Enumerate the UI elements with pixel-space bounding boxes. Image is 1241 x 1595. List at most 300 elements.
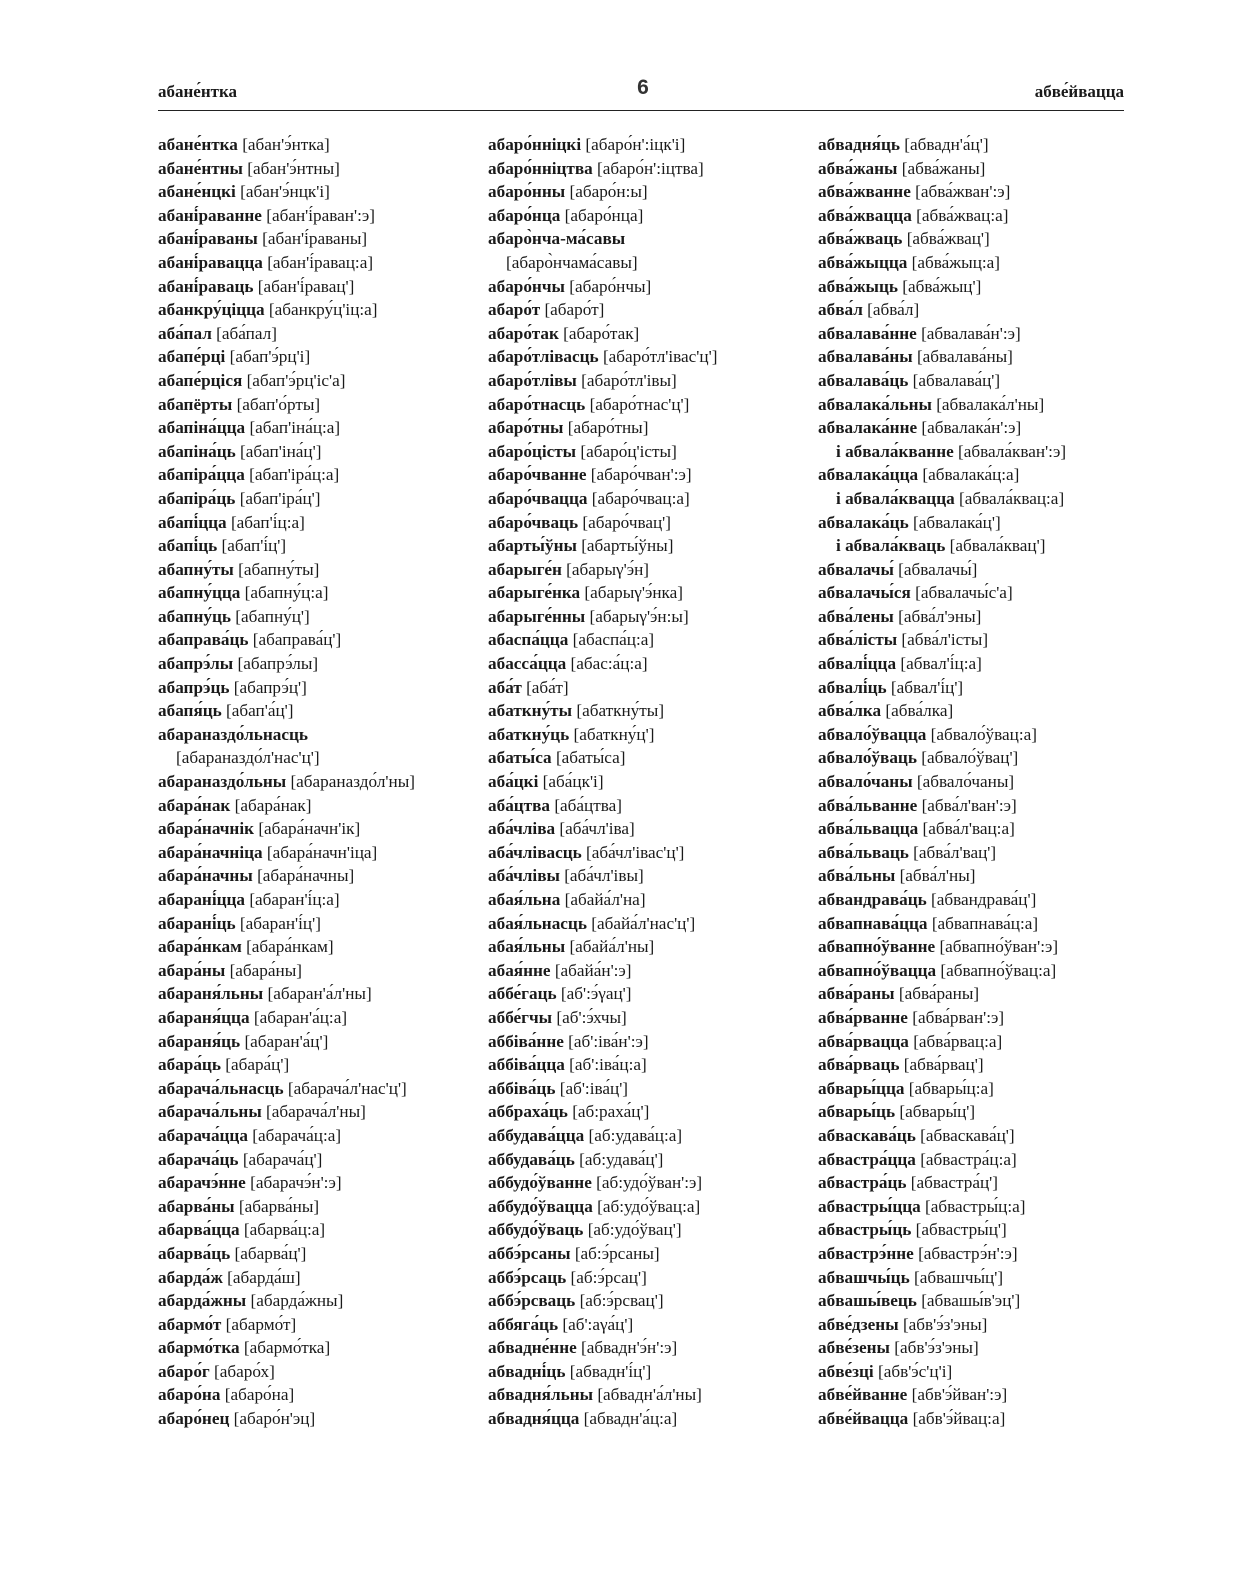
entry-transcription: [аб:удо́ўвац']	[587, 1220, 682, 1240]
dictionary-entry	[818, 581, 1138, 605]
entry-transcription: [аба́т]	[526, 677, 569, 697]
entry-transcription: [абвало́чаны]	[916, 772, 1015, 792]
entry-transcription: [абва́л'ны]	[899, 866, 976, 886]
dictionary-entry	[158, 251, 478, 275]
entry-headword: абвалачы́	[818, 559, 894, 579]
entry-headword: абапрэ́лы	[158, 654, 234, 674]
entry-transcription: [аб':іва́ц:а]	[569, 1055, 647, 1075]
entry-transcription: [абаро́чвац:а]	[591, 488, 690, 508]
dictionary-entry	[818, 1195, 1138, 1219]
entry-transcription: [аб:удава́ц']	[579, 1149, 664, 1169]
entry-headword: абаты́са	[488, 748, 552, 768]
entry-transcription: [абаро́чван':э]	[590, 465, 692, 485]
entry-transcription: [абаро́н:ы]	[569, 182, 648, 202]
entry-transcription: [абан'і́равац:а]	[267, 252, 374, 272]
dictionary-entry	[158, 746, 478, 770]
entry-transcription: [абан'э́нтны]	[247, 158, 340, 178]
dictionary-entry	[158, 770, 478, 794]
entry-headword: абвалака́нне	[818, 418, 918, 438]
entry-headword: абаро́нніцтва	[488, 158, 593, 178]
entry-transcription: [абва́л]	[867, 300, 920, 320]
entry-transcription: [абва́рван':э]	[912, 1007, 1005, 1027]
dictionary-entry	[488, 369, 808, 393]
entry-transcription: [абап'о́рты]	[236, 394, 321, 414]
entry-headword: абаро́нніцкі	[488, 135, 582, 154]
dictionary-entry	[488, 1053, 808, 1077]
entry-headword: абапі́ць	[158, 536, 218, 556]
entry-transcription: [абапну́ц:а]	[244, 583, 329, 603]
entry-transcription: [абва́рвац']	[903, 1055, 984, 1075]
entry-headword: абая́нне	[488, 960, 551, 980]
entry-headword: аббудо́ўваццa	[488, 1196, 593, 1216]
entry-transcription: [абвало́ўвац:а]	[930, 724, 1037, 744]
entry-transcription: [абаткну́ты]	[576, 701, 665, 721]
entry-transcription: [абараназдо́л'нас'ц']	[176, 748, 320, 768]
entry-transcription: [абара́ны]	[229, 960, 302, 980]
dictionary-entry	[158, 982, 478, 1006]
dictionary-entry	[818, 157, 1138, 181]
entry-transcription: [аб:удо́ўвац:а]	[597, 1196, 701, 1216]
entry-transcription: [аб':іва́ц']	[559, 1078, 629, 1098]
dictionary-entry	[158, 912, 478, 936]
dictionary-entry	[818, 1313, 1138, 1337]
entry-headword: абарыге́нка	[488, 583, 581, 603]
page-number: 6	[637, 76, 649, 99]
entry-transcription: [абас:а́ц:а]	[570, 654, 648, 674]
entry-transcription: [абаро́н':іцк'і]	[585, 135, 686, 154]
entry-transcription: [абаро́тл'івы]	[581, 370, 677, 390]
entry-transcription: [абаправа́ц']	[252, 630, 342, 650]
dictionary-entry	[818, 699, 1138, 723]
dictionary-entry	[818, 888, 1138, 912]
entry-transcription: [абарыγ'э́н]	[566, 559, 650, 579]
entry-transcription: [абвалака́н':э]	[921, 418, 1022, 438]
dictionary-entry	[818, 275, 1138, 299]
dictionary-entry	[818, 1030, 1138, 1054]
dictionary-entry	[488, 912, 808, 936]
entry-headword: абапёрты	[158, 394, 233, 414]
entry-transcription: [абаро́на]	[224, 1385, 295, 1405]
entry-headword: абані́раваць	[158, 276, 254, 296]
entry-headword: абаро́тлівасць	[488, 347, 599, 367]
dictionary-entry	[818, 628, 1138, 652]
dictionary-entry	[818, 864, 1138, 888]
dictionary-entry	[158, 180, 478, 204]
entry-headword: абвандрава́ць	[818, 890, 927, 909]
entry-transcription: [абарача́л'ны]	[266, 1102, 366, 1122]
entry-transcription: [аба́чл'іва]	[559, 819, 635, 839]
entry-transcription: [абвалачы́]	[898, 559, 978, 579]
dictionary-entry	[818, 841, 1138, 865]
dictionary-entry	[158, 227, 478, 251]
entry-transcription: [абвастрэ́н':э]	[918, 1243, 1018, 1263]
entry-headword: абарва́ць	[158, 1243, 231, 1263]
entry-headword: абве́дзены	[818, 1314, 899, 1334]
dictionary-entry	[488, 487, 808, 511]
entry-headword: абані́раваццa	[158, 252, 263, 272]
entry-transcription: [абара́нкам]	[246, 937, 334, 957]
entry-transcription: [абва́жвац:а]	[916, 205, 1009, 225]
entry-transcription: [абарва́ц:а]	[243, 1220, 326, 1240]
entry-headword: абапіра́ццa	[158, 465, 245, 485]
entry-transcription: [абв'э́з'эны]	[902, 1314, 988, 1334]
dictionary-entry	[818, 180, 1138, 204]
entry-transcription: [абва́жван':э]	[915, 182, 1011, 202]
entry-headword: абарыге́н	[488, 559, 562, 579]
dictionary-entry	[488, 180, 808, 204]
dictionary-entry	[488, 1124, 808, 1148]
entry-headword: абвалака́ццa	[818, 465, 919, 485]
dictionary-entry	[818, 133, 1138, 157]
entry-headword: абараня́льны	[158, 984, 264, 1004]
entry-transcription: [абарыγ'э́н:ы]	[589, 606, 689, 626]
entry-transcription: [абвала́квац:а]	[959, 488, 1065, 508]
dictionary-entry	[158, 1313, 478, 1337]
entry-transcription: [абвапнава́ц:а]	[931, 913, 1039, 933]
entry-transcription: [абарда́жны]	[250, 1291, 344, 1311]
entry-transcription: [абвадн'а́л'ны]	[597, 1385, 702, 1405]
entry-headword: абарыге́нны	[488, 606, 586, 626]
dictionary-entry	[818, 982, 1138, 1006]
entry-headword: абаро́так	[488, 323, 559, 343]
dictionary-entry	[158, 487, 478, 511]
dictionary-entry	[818, 1077, 1138, 1101]
entry-headword: абаро́нны	[488, 182, 566, 202]
entry-headword: абвашы́вець	[818, 1291, 917, 1311]
entry-transcription: [абайа́л'на]	[564, 890, 646, 909]
dictionary-entry	[488, 227, 808, 251]
entry-transcription: [абан'і́равац']	[257, 276, 355, 296]
entry-headword: абаправа́ць	[158, 630, 249, 650]
entry-transcription: [абаро́так]	[563, 323, 640, 343]
dictionary-entry	[818, 1148, 1138, 1172]
entry-transcription: [аб':аγа́ц']	[562, 1314, 634, 1334]
entry-transcription: [абара́ц']	[225, 1055, 290, 1075]
entry-transcription: [абарачэ́н':э]	[250, 1173, 342, 1193]
entry-headword: абаро́нца	[488, 205, 561, 225]
entry-headword: абанкру́ціццa	[158, 300, 265, 320]
dictionary-entry	[488, 841, 808, 865]
entry-transcription: [аб:удо́ўван':э]	[596, 1173, 703, 1193]
entry-headword: абвалака́льны	[818, 394, 932, 414]
entry-transcription: [абаро́ц'істы]	[580, 441, 677, 461]
entry-headword: абва́льны	[818, 866, 896, 886]
dictionary-entry	[488, 416, 808, 440]
dictionary-entry	[158, 1148, 478, 1172]
entry-transcription: [аб':э́γац']	[560, 984, 632, 1004]
entry-headword: абара́начніца	[158, 842, 263, 862]
entry-transcription: [абвастра́ц:а]	[920, 1149, 1017, 1169]
dictionary-entry	[158, 935, 478, 959]
entry-headword: аббудава́ццa	[488, 1125, 585, 1145]
entry-headword: абвадня́ццa	[488, 1409, 580, 1429]
dictionary-entry	[158, 1171, 478, 1195]
entry-transcription: [абва́жаны]	[901, 158, 986, 178]
entry-headword: абара́начнік	[158, 819, 255, 839]
entry-headword: абвадне́нне	[488, 1338, 577, 1358]
dictionary-entry	[818, 322, 1138, 346]
dictionary-entry	[488, 275, 808, 299]
entry-headword: абарача́ць	[158, 1149, 239, 1169]
entry-headword: абва́жваццa	[818, 205, 912, 225]
entry-headword: і абвала́кваць	[836, 536, 946, 556]
entry-headword: абаткну́ты	[488, 701, 573, 721]
entry-headword: абарачэ́нне	[158, 1173, 246, 1193]
dictionary-entry	[818, 1336, 1138, 1360]
dictionary-entry	[158, 959, 478, 983]
dictionary-entry	[818, 393, 1138, 417]
entry-transcription: [абапрэ́ц']	[233, 677, 307, 697]
entry-headword: абарані́ццa	[158, 890, 246, 909]
entry-headword: абвастры́ць	[818, 1220, 912, 1240]
dictionary-entry	[158, 699, 478, 723]
entry-headword: абасса́ццa	[488, 654, 567, 674]
dictionary-entry	[818, 558, 1138, 582]
entry-transcription: [абап'іра́ц']	[239, 488, 321, 508]
entry-headword: аббіва́нне	[488, 1031, 564, 1051]
dictionary-entry	[488, 1148, 808, 1172]
entry-headword: абвалака́ць	[818, 512, 909, 532]
dictionary-entry	[158, 1100, 478, 1124]
entry-headword: абвало́ўваць	[818, 748, 917, 768]
entry-headword: аба́члівасць	[488, 842, 582, 862]
dictionary-entry	[818, 1266, 1138, 1290]
dictionary-entry	[488, 511, 808, 535]
entry-transcription: [аб:раха́ц']	[572, 1102, 650, 1122]
entry-transcription: [абаро́нчы]	[569, 276, 652, 296]
entry-headword: і абвала́кваццa	[836, 488, 955, 508]
dictionary-entry	[158, 1360, 478, 1384]
entry-headword: аба́цкі	[488, 772, 539, 792]
entry-transcription: [абва́л'вац:а]	[922, 819, 1015, 839]
entry-transcription: [абаран'а́л'ны]	[267, 984, 372, 1004]
entry-transcription: [абвадн'а́ц']	[904, 135, 989, 154]
entry-headword: абане́нцкі	[158, 182, 236, 202]
column-2	[488, 133, 808, 1431]
entry-transcription: [абапну́ты]	[238, 559, 320, 579]
dictionary-entry	[488, 534, 808, 558]
entry-headword: абарда́жны	[158, 1291, 247, 1311]
dictionary-entry	[818, 770, 1138, 794]
dictionary-entry	[818, 487, 1138, 511]
entry-headword: абане́нтны	[158, 158, 243, 178]
entry-headword: абара́нкам	[158, 937, 242, 957]
entry-headword: аббе́гчы	[488, 1007, 553, 1027]
dictionary-entry	[488, 133, 808, 157]
dictionary-entry	[158, 1242, 478, 1266]
entry-transcription: [абвастры́ц']	[915, 1220, 1007, 1240]
entry-headword: абапіра́ць	[158, 488, 236, 508]
entry-transcription: [абва́л'эны]	[898, 606, 982, 626]
entry-headword: абапі́ццa	[158, 512, 227, 532]
dictionary-entry	[818, 204, 1138, 228]
entry-transcription: [абвашчы́ц']	[913, 1267, 1004, 1287]
entry-transcription: [абан'і́раваны]	[262, 229, 368, 249]
entry-headword: абаро́на	[158, 1385, 221, 1405]
entry-headword: абапну́ццa	[158, 583, 241, 603]
entry-headword: абвало́чаны	[818, 772, 913, 792]
entry-headword: абва́лісты	[818, 630, 898, 650]
dictionary-entry	[488, 605, 808, 629]
dictionary-entry	[488, 888, 808, 912]
entry-headword: абапну́ць	[158, 606, 231, 626]
entry-headword: абапну́ты	[158, 559, 234, 579]
entry-transcription: [абвалава́ц']	[912, 370, 1001, 390]
dictionary-entry	[158, 345, 478, 369]
entry-headword: і абвала́кванне	[836, 441, 954, 461]
dictionary-entry	[488, 393, 808, 417]
entry-transcription: [аб:э́рсац']	[570, 1267, 647, 1287]
entry-headword: абвастрэ́нне	[818, 1243, 914, 1263]
entry-headword: абарача́ццa	[158, 1125, 248, 1145]
dictionary-entry	[488, 1266, 808, 1290]
dictionary-entry	[818, 652, 1138, 676]
entry-transcription: [абаро́тл'івас'ц']	[602, 347, 718, 367]
entry-transcription: [абап'іна́ц']	[240, 441, 322, 461]
dictionary-entry	[158, 676, 478, 700]
entry-transcription: [абаран'і́ц:а]	[249, 890, 340, 909]
entry-headword: абва́жыццa	[818, 252, 908, 272]
entry-transcription: [абарыγ'э́нка]	[584, 583, 683, 603]
dictionary-entry	[158, 133, 478, 157]
entry-headword: абвалачы́ся	[818, 583, 911, 603]
entry-transcription: [абв'э́йвац:а]	[912, 1409, 1006, 1429]
entry-headword: абва́лка	[818, 701, 882, 721]
entry-transcription: [абвала́кван':э]	[958, 441, 1067, 461]
entry-transcription: [абаран'а́ц']	[244, 1031, 329, 1051]
dictionary-entry	[158, 275, 478, 299]
dictionary-entry	[158, 864, 478, 888]
dictionary-entry	[158, 157, 478, 181]
dictionary-entry	[818, 298, 1138, 322]
entry-headword: абарані́ць	[158, 913, 236, 933]
dictionary-entry	[488, 794, 808, 818]
entry-headword: абарты́ўны	[488, 536, 577, 556]
entry-headword: абва́жванне	[818, 182, 911, 202]
dictionary-entry	[818, 676, 1138, 700]
dictionary-entry	[488, 1407, 808, 1431]
entry-headword: абара́ць	[158, 1055, 221, 1075]
dictionary-entry	[488, 864, 808, 888]
column-3	[818, 133, 1138, 1431]
entry-transcription: [абара́начны]	[257, 866, 355, 886]
entry-headword: абапя́ць	[158, 701, 222, 721]
dictionary-entry	[158, 1407, 478, 1431]
entry-headword: аббэ́рсаны	[488, 1243, 571, 1263]
entry-transcription: [абаран'і́ц']	[239, 913, 321, 933]
entry-transcription: [абва́жыц']	[902, 276, 982, 296]
entry-headword: абвалі́ць	[818, 677, 887, 697]
entry-transcription: [абаро̀нчама́савы]	[506, 252, 638, 272]
entry-headword: абве́йваццa	[818, 1409, 909, 1429]
entry-headword: абве́зены	[818, 1338, 890, 1358]
dictionary-entry	[818, 1289, 1138, 1313]
entry-headword: абарва́ццa	[158, 1220, 240, 1240]
entry-transcription: [абвалака́л'ны]	[936, 394, 1045, 414]
entry-transcription: [абан'э́нтка]	[242, 135, 330, 154]
entry-headword: абва́раны	[818, 984, 895, 1004]
entry-headword: аббудо́ўваць	[488, 1220, 584, 1240]
entry-transcription: [абвалака́ц']	[912, 512, 1001, 532]
dictionary-entry	[488, 1171, 808, 1195]
dictionary-entry	[488, 723, 808, 747]
dictionary-entry	[488, 251, 808, 275]
entry-headword: абараназдо́льнасць	[158, 724, 308, 744]
dictionary-entry	[818, 1171, 1138, 1195]
dictionary-entry	[488, 628, 808, 652]
entry-headword: абвастры́ццa	[818, 1196, 921, 1216]
dictionary-entry	[158, 794, 478, 818]
entry-transcription: [абап'э́рц'іс'а]	[246, 370, 346, 390]
dictionary-entry	[158, 1336, 478, 1360]
entry-headword: абве́йванне	[818, 1385, 908, 1405]
entry-transcription: [абаты́са]	[555, 748, 626, 768]
entry-transcription: [абвастра́ц']	[910, 1173, 999, 1193]
dictionary-entry	[818, 1242, 1138, 1266]
dictionary-entry	[158, 1218, 478, 1242]
entry-transcription: [абап'іна́ц:а]	[249, 418, 341, 438]
dictionary-entry	[158, 1006, 478, 1030]
entry-headword: абаро̀нча-ма́савы	[488, 229, 626, 249]
entry-transcription: [абап'і́ц']	[221, 536, 287, 556]
entry-headword: абвары́ццa	[818, 1078, 905, 1098]
dictionary-entry	[488, 982, 808, 1006]
entry-headword: аба́члівы	[488, 866, 560, 886]
entry-transcription: [абва́рвац:а]	[913, 1031, 1003, 1051]
dictionary-entry	[818, 463, 1138, 487]
dictionary-entry	[818, 723, 1138, 747]
dictionary-entry	[488, 817, 808, 841]
entry-headword: абара́начны	[158, 866, 253, 886]
dictionary-entry	[158, 581, 478, 605]
entry-transcription: [абвал'і́ц']	[890, 677, 964, 697]
entry-transcription: [абвадн'э́н':э]	[581, 1338, 678, 1358]
dictionary-entry	[158, 1030, 478, 1054]
dictionary-entry	[818, 1100, 1138, 1124]
dictionary-entry	[818, 416, 1138, 440]
entry-transcription: [абваскава́ц']	[920, 1125, 1015, 1145]
entry-transcription: [абармо́тка]	[243, 1338, 331, 1358]
dictionary-entry	[818, 605, 1138, 629]
dictionary-entry	[818, 817, 1138, 841]
dictionary-entry	[158, 204, 478, 228]
entry-transcription: [аб':э́хчы]	[556, 1007, 627, 1027]
entry-transcription: [абаро́н'эц]	[233, 1409, 316, 1429]
entry-transcription: [абаро́т]	[544, 300, 605, 320]
dictionary-entry	[158, 511, 478, 535]
entry-transcription: [аб':іва́н':э]	[568, 1031, 649, 1051]
dictionary-entry	[488, 1006, 808, 1030]
entry-headword: абапе́рці	[158, 347, 226, 367]
entry-headword: абаро́нец	[158, 1409, 230, 1429]
entry-headword: абане́нтка	[158, 135, 238, 154]
dictionary-entry	[488, 1289, 808, 1313]
entry-transcription: [абвашы́в'эц']	[921, 1291, 1021, 1311]
dictionary-entry	[818, 345, 1138, 369]
entry-transcription: [абаран'а́ц:а]	[253, 1007, 348, 1027]
dictionary-entry	[158, 393, 478, 417]
entry-headword: абвастра́ць	[818, 1173, 907, 1193]
entry-transcription: [абап'а́ц']	[226, 701, 294, 721]
entry-headword: аба́пал	[158, 323, 212, 343]
dictionary-entry	[158, 817, 478, 841]
dictionary-entry	[158, 416, 478, 440]
dictionary-entry	[818, 1407, 1138, 1431]
dictionary-entry	[488, 1360, 808, 1384]
entry-transcription: [абвалава́н':э]	[921, 323, 1021, 343]
entry-headword: абва́л	[818, 300, 863, 320]
dictionary-entry	[488, 322, 808, 346]
